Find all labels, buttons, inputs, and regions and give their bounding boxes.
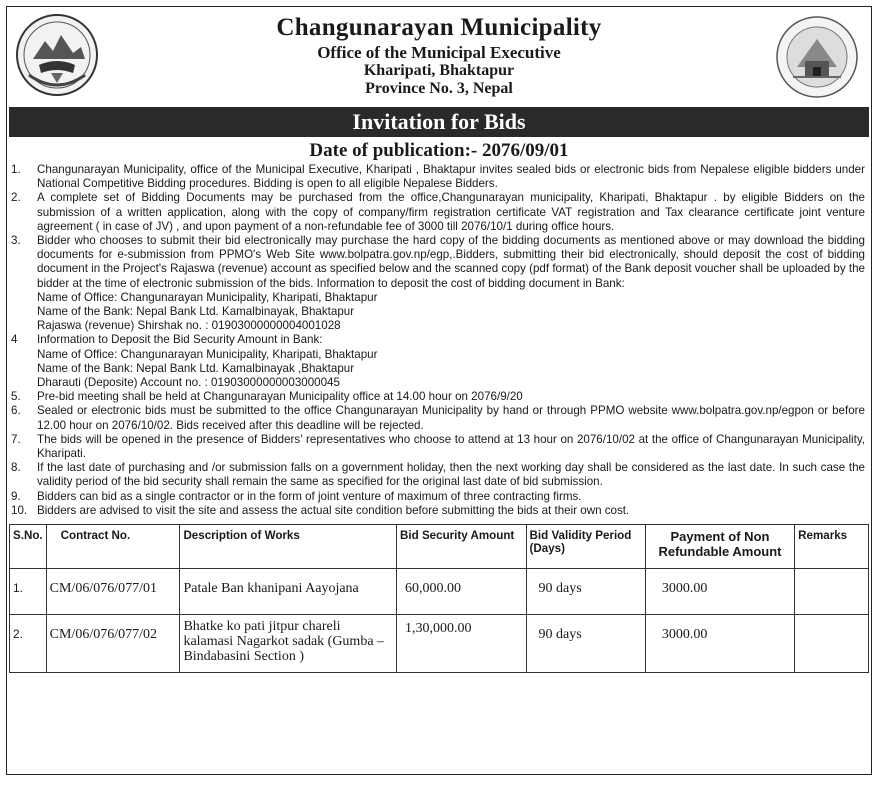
list-item <box>11 390 865 404</box>
province-line: Province No. 3, Nepal <box>365 80 513 97</box>
item-subline: Name of Office: Changunarayan Municipality, Kharipati, Bhaktapur <box>37 290 378 304</box>
cell-bid-security: 1,30,000.00 <box>397 615 527 673</box>
item-subline: Name of the Bank: Nepal Bank Ltd. Kamalbinayak ,Bhaktapur <box>37 361 355 375</box>
item-text: Pre-bid meeting shall be held at Changunarayan Municipality office at 14.00 hour on 2076/9/20 <box>37 390 523 404</box>
cell-payment: 3000.00 <box>645 615 794 673</box>
item-text: Sealed or electronic bids must be submitted to the office Changunarayan Municipality by hand or through PPMO website www.bolpatra.gov.np/egpon or before 12.00 hour on 2076/10/02. Bids received after this deadline will be rejected. <box>37 404 865 432</box>
item-text: A complete set of Bidding Documents may be purchased from the office,Changunarayan municipality, Kharipati, Bhaktapur . by eligible Bidders on the submission of a written application, along with the copy of company/firm registration certificate VAT registration and Tax clearance certificate joint venture agreement ( in case of JV) , and upon payment of a non-refundable fee of 3000 till 2076/10/1 during office hours. <box>37 191 865 233</box>
list-item <box>11 490 865 504</box>
item-number: 3. <box>11 234 21 248</box>
column-header-payment: Payment of Non Refundable Amount <box>645 525 794 569</box>
list-item <box>11 333 865 390</box>
cell-description: Patale Ban khanipani Aayojana <box>180 569 397 615</box>
item-number: 6. <box>11 404 21 418</box>
item-number: 1. <box>11 163 21 176</box>
notice-title-banner: Invitation for Bids <box>9 107 869 137</box>
column-header-sno: S.No. <box>10 525 47 569</box>
cell-description: Bhatke ko pati jitpur chareli kalamasi Nagarkot sadak (Gumba – Bindabasini Section ) <box>180 615 397 673</box>
item-text: Changunarayan Municipality, office of the Municipal Executive, Kharipati , Bhaktapur invites sealed bids or electronic bids from Nepalese eligible bidders under National Competitive Bidding procedures. Bidding is open to all eligible Nepalese Bidders. <box>37 163 865 191</box>
item-text: The bids will be opened in the presence of Bidders' representatives who choose to attend at 13 hour on 2076/10/02 at the office of Changunarayan Municipality, Kharipati. <box>37 432 865 461</box>
column-header-description: Description of Works <box>180 525 397 569</box>
list-item <box>11 504 865 518</box>
notice-header <box>7 7 871 107</box>
municipality-seal-logo <box>775 15 859 99</box>
item-text: Information to Deposit the Bid Security Amount in Bank: <box>37 333 323 347</box>
cell-validity: 90 days <box>526 615 645 673</box>
cell-bid-security: 60,000.00 <box>397 569 527 615</box>
list-item <box>11 404 865 432</box>
item-subline: Name of the Bank: Nepal Bank Ltd. Kamalbinayak, Bhaktapur <box>37 305 355 319</box>
item-number: 7. <box>11 432 21 446</box>
cell-sno: 1. <box>10 569 47 615</box>
item-subline: Rajaswa (revenue) Shirshak no. : 01903000000004001028 <box>37 319 341 333</box>
item-text: Bidders are advised to visit the site and assess the actual site condition before submitting the bids at their own cost. <box>37 503 630 517</box>
item-text: Bidders can bid as a single contractor or in the form of joint venture of maximum of three contracting firms. <box>37 489 582 503</box>
item-number: 5. <box>11 390 21 404</box>
list-item <box>11 461 865 489</box>
item-number: 2. <box>11 191 21 205</box>
instruction-list <box>7 163 871 518</box>
municipality-name: Changunarayan Municipality <box>276 14 602 41</box>
office-address: Kharipati, Bhaktapur <box>363 62 515 79</box>
item-number: 10. <box>11 503 28 517</box>
column-header-bid-security: Bid Security Amount <box>397 525 527 569</box>
column-header-validity: Bid Validity Period (Days) <box>526 525 645 569</box>
cell-remarks <box>795 615 869 673</box>
item-number: 8. <box>11 461 21 475</box>
item-number: 9. <box>11 489 21 503</box>
list-item <box>11 433 865 461</box>
item-number: 4 <box>11 333 18 347</box>
table-row <box>10 615 869 673</box>
table-header-row <box>10 525 869 569</box>
table-row <box>10 569 869 615</box>
cell-remarks <box>795 569 869 615</box>
cell-contract: CM/06/076/077/01 <box>46 569 180 615</box>
list-item <box>11 234 865 333</box>
item-text: Bidder who chooses to submit their bid electronically may purchase the hard copy of the bidding documents as mentioned above or may download the bidding documents for e-submission from PPMO's Web Site www.bolpatra.gov.np/egp,.Bidders, submitting their bid electronically, should deposit the cost of bidding document in the Project's Rajaswa (revenue) account as specified below and the scanned copy (pdf format) of the Bank deposit voucher shall be uploaded by the bidder at the time of electronic submission of the bids. Information to deposit the cost of bidding document in Bank: <box>37 234 865 290</box>
item-subline: Name of Office: Changunarayan Municipality, Kharipati, Bhaktapur <box>37 347 378 361</box>
bid-notice <box>6 6 872 775</box>
cell-payment: 3000.00 <box>645 569 794 615</box>
list-item <box>11 191 865 234</box>
office-name: Office of the Municipal Executive <box>317 43 561 62</box>
contracts-table <box>9 524 869 673</box>
column-header-contract: Contract No. <box>46 525 180 569</box>
nepal-emblem-logo <box>15 13 99 97</box>
cell-contract: CM/06/076/077/02 <box>46 615 180 673</box>
list-item <box>11 163 865 191</box>
cell-sno: 2. <box>10 615 47 673</box>
column-header-remarks: Remarks <box>795 525 869 569</box>
item-text: If the last date of purchasing and /or submission falls on a government holiday, then the next working day shall be considered as the last date. In such case the validity period of the bid security shall remain the same as specified for the original last date of bid submission. <box>37 461 865 489</box>
cell-validity: 90 days <box>526 569 645 615</box>
publication-date: Date of publication:- 2076/09/01 <box>309 140 569 161</box>
item-subline: Dharauti (Deposite) Account no. : 01903000000003000045 <box>37 376 340 390</box>
